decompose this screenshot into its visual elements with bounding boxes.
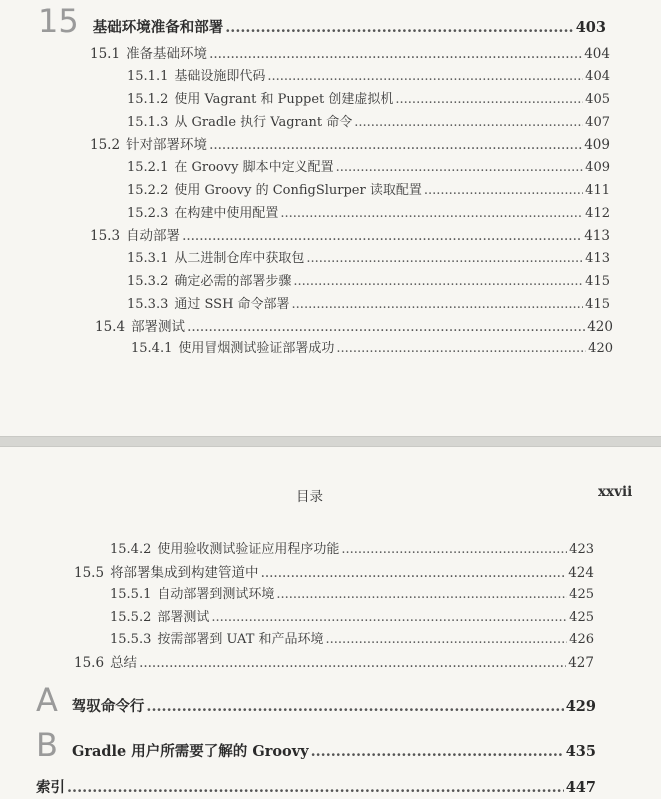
- leader-dots: [424, 183, 583, 198]
- page-number: 404: [584, 46, 610, 62]
- appendix-b-entry[interactable]: [36, 726, 596, 764]
- index-entry[interactable]: [36, 776, 596, 797]
- section-title: 使用 Vagrant 和 Puppet 创建虚拟机: [174, 92, 394, 107]
- page-number: 426: [569, 632, 594, 647]
- page-number: 447: [565, 779, 596, 796]
- section-title: 从二进制仓库中获取包: [174, 251, 305, 266]
- page-number: 413: [584, 228, 610, 244]
- page-number: 415: [585, 274, 610, 289]
- toc-entry-15-1-3[interactable]: [127, 111, 610, 130]
- leader-dots: [267, 69, 583, 84]
- section-title: 自动部署到测试环境: [157, 587, 275, 602]
- toc-entry-15-3-3[interactable]: [127, 293, 610, 312]
- leader-dots: [209, 46, 582, 62]
- leader-dots: [341, 542, 567, 557]
- leader-dots: [293, 274, 583, 289]
- section-number: 15.3.1: [127, 251, 169, 266]
- section-number: 15.6: [74, 655, 105, 671]
- section-title: 在构建中使用配置: [174, 206, 279, 221]
- chapter-15-entry[interactable]: [38, 2, 606, 40]
- section-number: 15.4.2: [110, 542, 152, 557]
- toc-entry-15-6[interactable]: [74, 651, 594, 671]
- appendix-letter: B: [36, 726, 58, 764]
- leader-dots: [311, 743, 564, 760]
- toc-entry-15-1-2[interactable]: [127, 88, 610, 107]
- section-title: 针对部署环境: [126, 137, 208, 153]
- leader-dots: [276, 587, 567, 602]
- page-number: 420: [587, 319, 613, 335]
- page-number: 411: [585, 183, 610, 198]
- toc-entry-15-5-2[interactable]: [110, 606, 594, 625]
- section-number: 15.1.1: [127, 69, 169, 84]
- section-number: 15.5.2: [110, 610, 152, 625]
- toc-entry-15-2-1[interactable]: [127, 156, 610, 175]
- toc-entry-15-4-1[interactable]: [131, 337, 613, 356]
- section-number: 15.4: [95, 319, 126, 335]
- leader-dots: [182, 228, 582, 244]
- toc-entry-15-5[interactable]: [74, 561, 594, 581]
- section-title: 将部署集成到构建管道中: [110, 565, 259, 581]
- appendix-title: Gradle 用户所需要了解的 Groovy: [71, 743, 309, 760]
- leader-dots: [209, 137, 582, 153]
- toc-entry-15-3-1[interactable]: [127, 247, 610, 266]
- page-number: 404: [585, 69, 610, 84]
- index-title: 索引: [36, 779, 65, 796]
- leader-dots: [306, 251, 583, 266]
- section-title: 准备基础环境: [126, 46, 208, 62]
- page-gutter: [0, 436, 661, 447]
- section-number: 15.5.3: [110, 632, 152, 647]
- section-title: 通过 SSH 命令部署: [174, 297, 290, 312]
- appendix-title: 驾驭命令行: [71, 698, 145, 715]
- section-title: 部署测试: [131, 319, 186, 335]
- section-number: 15.1.2: [127, 92, 169, 107]
- leader-dots: [146, 698, 563, 715]
- page-number: 407: [585, 115, 610, 130]
- toc-entry-15-2-3[interactable]: [127, 202, 610, 221]
- leader-dots: [395, 92, 583, 107]
- section-number: 15.2.3: [127, 206, 169, 221]
- section-title: 使用验收测试验证应用程序功能: [157, 542, 340, 557]
- toc-entry-15-2-2[interactable]: [127, 179, 610, 198]
- page-number: 409: [584, 137, 610, 153]
- page-number: 429: [565, 698, 596, 715]
- page-number: 420: [588, 341, 613, 356]
- leader-dots: [280, 206, 583, 221]
- section-number: 15.2.1: [127, 160, 169, 175]
- section-number: 15.4.1: [131, 341, 173, 356]
- page-number: 427: [568, 655, 594, 671]
- appendix-a-entry[interactable]: [36, 681, 596, 719]
- section-number: 15.5.1: [110, 587, 152, 602]
- page-number: 409: [585, 160, 610, 175]
- toc-entry-15-3-2[interactable]: [127, 270, 610, 289]
- section-title: 使用 Groovy 的 ConfigSlurper 读取配置: [174, 183, 422, 198]
- section-title: 按需部署到 UAT 和产品环境: [157, 632, 324, 647]
- section-title: 使用冒烟测试验证部署成功: [178, 341, 335, 356]
- leader-dots: [261, 565, 567, 581]
- leader-dots: [67, 779, 564, 796]
- leader-dots: [336, 160, 584, 175]
- section-title: 部署测试: [157, 610, 210, 625]
- page-number: 435: [565, 743, 596, 760]
- section-title: 总结: [110, 655, 138, 671]
- page-number: 412: [585, 206, 610, 221]
- section-title: 自动部署: [126, 228, 181, 244]
- section-title: 确定必需的部署步骤: [174, 274, 292, 289]
- page-number: 405: [585, 92, 610, 107]
- chapter-number: 15: [38, 2, 79, 40]
- toc-entry-15-1[interactable]: [90, 42, 610, 62]
- leader-dots: [326, 632, 568, 647]
- section-number: 15.3.2: [127, 274, 169, 289]
- chapter-title: 基础环境准备和部署: [92, 19, 224, 36]
- page-number: 413: [585, 251, 610, 266]
- section-number: 15.2: [90, 137, 121, 153]
- section-number: 15.3.3: [127, 297, 169, 312]
- page-folio: xxvii: [598, 484, 633, 500]
- leader-dots: [354, 115, 583, 130]
- toc-entry-15-4[interactable]: [95, 315, 613, 335]
- leader-dots: [139, 655, 566, 671]
- leader-dots: [211, 610, 567, 625]
- leader-dots: [336, 341, 586, 356]
- toc-entry-15-5-3[interactable]: [110, 628, 594, 647]
- page-number: 424: [568, 565, 594, 581]
- section-number: 15.1: [90, 46, 121, 62]
- page-number: 423: [569, 542, 594, 557]
- toc-entry-15-1-1[interactable]: [127, 65, 610, 84]
- section-number: 15.3: [90, 228, 121, 244]
- page-number: 425: [569, 610, 594, 625]
- toc-entry-15-3[interactable]: [90, 224, 610, 244]
- section-title: 基础设施即代码: [174, 69, 266, 84]
- section-number: 15.2.2: [127, 183, 169, 198]
- page-number: 415: [585, 297, 610, 312]
- page-number: 425: [569, 587, 594, 602]
- appendix-letter: A: [36, 681, 58, 719]
- page-number: 403: [575, 19, 606, 36]
- leader-dots: [292, 297, 584, 312]
- toc-entry-15-5-1[interactable]: [110, 583, 594, 602]
- section-title: 从 Gradle 执行 Vagrant 命令: [174, 115, 353, 130]
- section-number: 15.1.3: [127, 115, 169, 130]
- section-number: 15.5: [74, 565, 105, 581]
- running-header-title: 目录: [296, 489, 323, 505]
- leader-dots: [225, 19, 574, 36]
- toc-entry-15-4-2[interactable]: [110, 538, 594, 557]
- toc-entry-15-2[interactable]: [90, 133, 610, 153]
- leader-dots: [187, 319, 585, 335]
- section-title: 在 Groovy 脚本中定义配置: [174, 160, 334, 175]
